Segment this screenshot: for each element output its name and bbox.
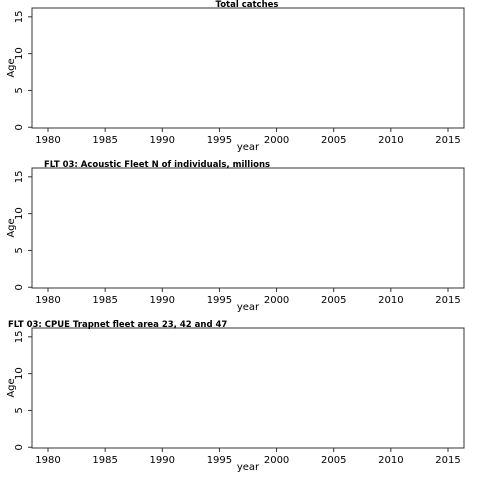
x-tick-label: 1990 bbox=[149, 295, 176, 306]
chart-title: FLT 03: CPUE Trapnet fleet area 23, 42 and 47 bbox=[8, 320, 228, 330]
y-tick-label: 5 bbox=[14, 407, 25, 414]
x-tick-label: 1985 bbox=[92, 455, 118, 466]
y-tick-label: 0 bbox=[14, 444, 25, 451]
y-axis-label: Age bbox=[6, 378, 17, 398]
x-tick-label: 1995 bbox=[206, 295, 233, 306]
y-tick-label: 10 bbox=[14, 47, 25, 61]
x-axis-label: year bbox=[236, 302, 260, 313]
x-tick-label: 1995 bbox=[206, 455, 233, 466]
plot-frame bbox=[32, 8, 464, 128]
y-tick-label: 5 bbox=[14, 247, 25, 254]
x-axis-label: year bbox=[236, 142, 260, 153]
chart-title: FLT 03: Acoustic Fleet N of individuals, millions bbox=[44, 160, 271, 170]
chart-panel-3 bbox=[6, 320, 464, 473]
x-tick-label: 2015 bbox=[435, 455, 461, 466]
x-tick-label: 2010 bbox=[378, 295, 404, 306]
x-tick-label: 1995 bbox=[206, 135, 233, 146]
y-axis-label: Age bbox=[6, 218, 17, 238]
x-tick-label: 2010 bbox=[378, 455, 404, 466]
x-tick-label: 2000 bbox=[263, 135, 290, 146]
chart-panel-2 bbox=[6, 160, 464, 313]
x-tick-label: 2005 bbox=[320, 135, 347, 146]
x-tick-label: 1985 bbox=[92, 295, 118, 306]
y-tick-label: 15 bbox=[14, 170, 25, 184]
x-tick-label: 1980 bbox=[35, 295, 61, 306]
x-tick-label: 1980 bbox=[35, 455, 61, 466]
x-tick-label: 2015 bbox=[435, 135, 461, 146]
x-tick-label: 2015 bbox=[435, 295, 461, 306]
x-tick-label: 1980 bbox=[35, 135, 61, 146]
y-tick-label: 10 bbox=[14, 367, 25, 381]
x-tick-label: 2000 bbox=[263, 295, 290, 306]
y-tick-label: 0 bbox=[14, 284, 25, 291]
chart-panel-1 bbox=[6, 0, 464, 153]
plot-frame bbox=[32, 168, 464, 288]
y-tick-label: 15 bbox=[14, 330, 25, 344]
y-tick-label: 10 bbox=[14, 207, 25, 221]
x-tick-label: 2005 bbox=[320, 295, 347, 306]
x-tick-label: 1990 bbox=[149, 135, 176, 146]
x-tick-label: 1985 bbox=[92, 135, 118, 146]
x-tick-label: 1990 bbox=[149, 455, 176, 466]
y-tick-label: 5 bbox=[14, 87, 25, 94]
x-axis-label: year bbox=[236, 462, 260, 473]
x-tick-label: 2005 bbox=[320, 455, 347, 466]
y-axis-label: Age bbox=[6, 58, 17, 78]
x-tick-label: 2000 bbox=[263, 455, 290, 466]
chart-title: Total catches bbox=[215, 0, 279, 10]
y-tick-label: 0 bbox=[14, 124, 25, 131]
y-tick-label: 15 bbox=[14, 10, 25, 24]
plot-frame bbox=[32, 328, 464, 448]
x-tick-label: 2010 bbox=[378, 135, 404, 146]
